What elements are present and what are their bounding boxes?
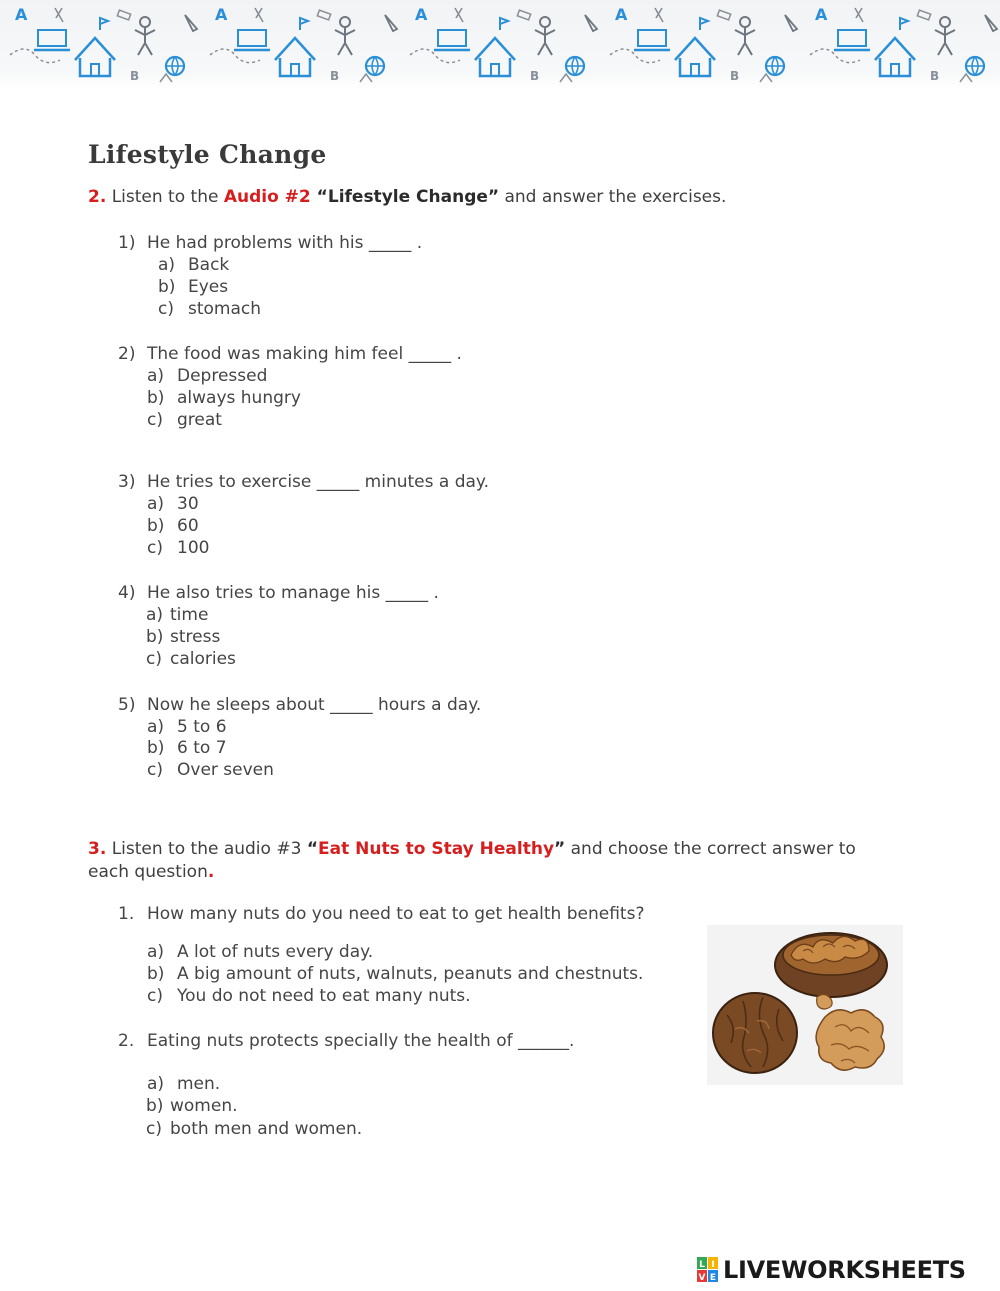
instruction-text-end: and answer the exercises. (499, 187, 727, 207)
answer-option[interactable]: b) stress (146, 627, 221, 647)
liveworksheets-logo[interactable] (697, 1255, 966, 1285)
question: 5) Now he sleeps about _____ hours a day. (118, 695, 482, 715)
question: 2. Eating nuts protects specially the health of ______. (118, 1031, 575, 1051)
logo-letter: E (709, 1273, 717, 1283)
page-title: Lifestyle Change (88, 140, 327, 169)
question: 1. How many nuts do you need to eat to get health benefits? (118, 904, 645, 924)
section-3-number: 3. (88, 839, 107, 859)
section-3-instruction: 3. Listen to the audio #3 “Eat Nuts to Stay Healthy” and choose the correct answer to each question. (88, 839, 856, 882)
answer-option[interactable]: c) 100 (147, 538, 210, 558)
audio-title: Eat Nuts to Stay Healthy (318, 839, 555, 859)
answer-option[interactable]: a) Depressed (147, 366, 268, 386)
answer-option[interactable]: c) stomach (158, 299, 262, 319)
doodle-banner (0, 0, 1000, 90)
walnuts-image (707, 925, 903, 1085)
answer-option[interactable]: c) You do not need to eat many nuts. (147, 986, 471, 1006)
answer-option[interactable]: b) women. (146, 1096, 238, 1116)
question: 4) He also tries to manage his _____ . (118, 583, 439, 603)
section-2-number: 2. (88, 187, 107, 207)
question: 2) The food was making him feel _____ . (118, 344, 462, 364)
answer-option[interactable]: c) great (147, 410, 222, 430)
answer-option[interactable]: a) 30 (147, 494, 199, 514)
answer-option[interactable]: c) Over seven (147, 760, 274, 780)
logo-text: LIVEWORKSHEETS (723, 1256, 966, 1284)
instruction-text: Listen to the (106, 187, 224, 207)
answer-option[interactable]: c) both men and women. (146, 1119, 363, 1139)
answer-option[interactable]: b) 60 (147, 516, 199, 536)
answer-option[interactable]: a) time (146, 605, 209, 625)
answer-option[interactable]: b) Eyes (158, 277, 229, 297)
answer-option[interactable]: b) always hungry (147, 388, 301, 408)
audio-label: Audio #2 (223, 187, 311, 207)
answer-option[interactable]: b) A big amount of nuts, walnuts, peanuts and chestnuts. (147, 964, 644, 984)
logo-blocks-icon (697, 1257, 719, 1283)
question: 3) He tries to exercise _____ minutes a day. (118, 472, 489, 492)
logo-letter: I (711, 1260, 715, 1270)
answer-option[interactable]: a) 5 to 6 (147, 717, 227, 737)
instruction-text: Listen to the audio #3 (106, 839, 307, 859)
logo-letter: V (698, 1273, 706, 1283)
answer-option[interactable]: a) Back (158, 255, 230, 275)
answer-option[interactable]: c) calories (146, 649, 236, 669)
logo-letter: L (699, 1260, 705, 1270)
question: 1) He had problems with his _____ . (118, 233, 423, 253)
audio-title: “Lifestyle Change” (310, 187, 500, 207)
instruction-text-end: and choose the correct answer to each question (88, 839, 856, 882)
answer-option[interactable]: a) men. (147, 1074, 221, 1094)
section-2-instruction (88, 186, 726, 209)
answer-option[interactable]: b) 6 to 7 (147, 738, 227, 758)
answer-option[interactable]: a) A lot of nuts every day. (147, 942, 374, 962)
